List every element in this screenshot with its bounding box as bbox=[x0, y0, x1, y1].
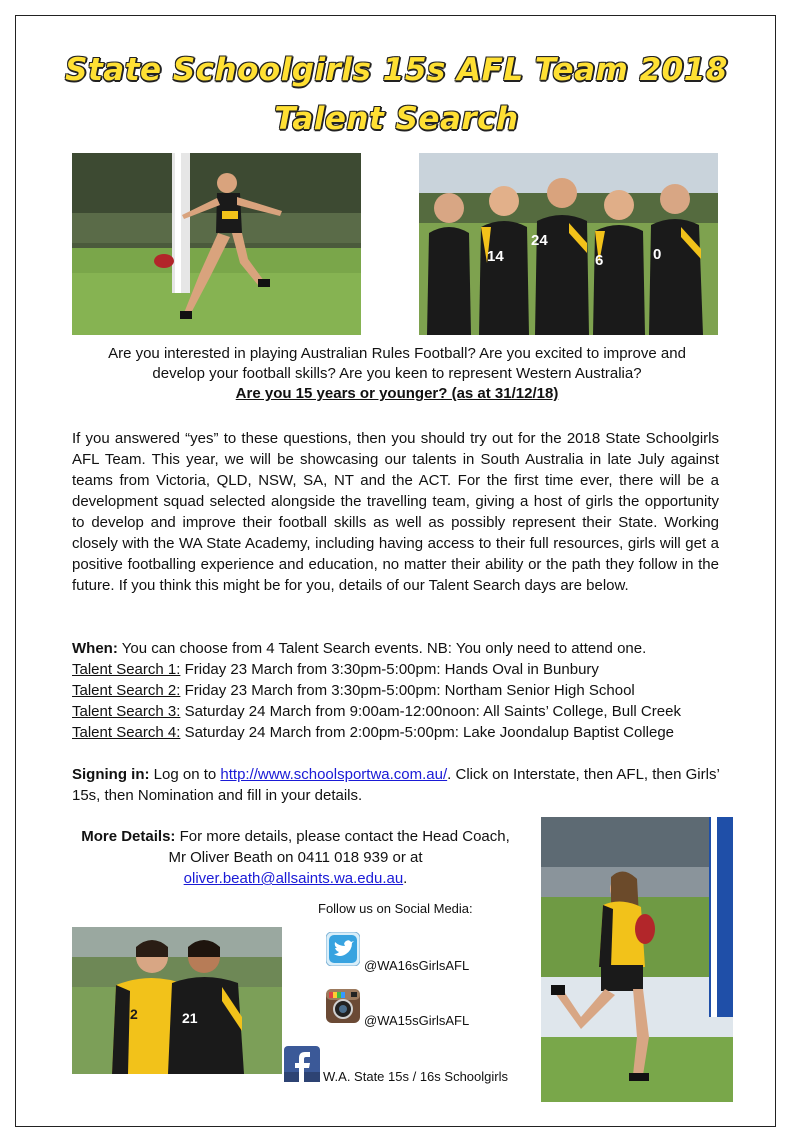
talent-search-detail: Friday 23 March from 3:30pm-5:00pm: Hands Oval in Bunbury bbox=[180, 661, 599, 678]
running-player-photo bbox=[541, 817, 733, 1102]
when-text: You can choose from 4 Talent Search events. NB: You only need to attend one. bbox=[117, 640, 647, 657]
when-row bbox=[72, 638, 732, 659]
intro-question-2: develop your football skills? Are you keen to represent Western Australia? bbox=[152, 365, 642, 382]
when-section bbox=[72, 638, 732, 743]
jersey-number: 0 bbox=[653, 246, 662, 263]
talent-search-detail: Saturday 24 March from 2:00pm-5:00pm: Lake Joondalup Baptist College bbox=[180, 724, 675, 741]
email-suffix: . bbox=[403, 870, 408, 887]
coach-email-link[interactable]: oliver.beath@allsaints.wa.edu.au bbox=[183, 870, 404, 887]
intro-block bbox=[72, 344, 722, 404]
details-line-1: For more details, please contact the Head Coach, bbox=[175, 828, 510, 845]
more-details-section bbox=[72, 826, 519, 889]
talent-search-detail: Friday 23 March from 3:30pm-5:00pm: Northam Senior High School bbox=[180, 682, 635, 699]
details-line-2: Mr Oliver Beath on 0411 018 939 or at bbox=[168, 849, 423, 866]
jersey-number: 21 bbox=[182, 1010, 198, 1026]
talent-search-label: Talent Search 4: bbox=[72, 724, 181, 741]
talent-search-row bbox=[72, 659, 732, 680]
intro-question-1: Are you interested in playing Australian Rules Football? Are you excited to improve and bbox=[108, 345, 686, 362]
instagram-handle[interactable]: @WA15sGirlsAFL bbox=[364, 1013, 470, 1028]
jersey-number: 6 bbox=[595, 252, 604, 269]
talent-search-row bbox=[72, 680, 732, 701]
page-subtitle: Talent Search bbox=[274, 101, 519, 137]
team-group-photo bbox=[419, 153, 718, 335]
page-title: State Schoolgirls 15s AFL Team 2018 bbox=[65, 52, 728, 88]
twitter-icon[interactable] bbox=[326, 932, 360, 966]
talent-search-label: Talent Search 2: bbox=[72, 682, 181, 699]
signin-section bbox=[72, 764, 722, 806]
age-question: Are you 15 years or younger? (as at 31/12/18) bbox=[235, 385, 559, 402]
jersey-number: 2 bbox=[130, 1006, 138, 1022]
body-paragraph: If you answered “yes” to these questions, then you should try out for the 2018 State Schoolgirls AFL Team. This year, we will be showcasing our talents in South Australia in late July against teams from Victoria, QLD, NSW, SA, NT and the ACT. For the first time ever, there will be a development squad selected alongside the travelling team, giving a host of girls the opportunity to develop and improve their football skills as well as possibly represent their State. Working closely with the WA State Academy, including having access to their full resources, girls will get a positive footballing experience and education, no matter their ability or the path they follow in the future. If you think this might be for you, details of our Talent Search days are below. bbox=[72, 430, 719, 594]
instagram-icon[interactable] bbox=[326, 989, 360, 1023]
two-players-photo bbox=[72, 927, 282, 1074]
twitter-handle[interactable]: @WA16sGirlsAFL bbox=[364, 958, 470, 973]
talent-search-row bbox=[72, 722, 732, 743]
talent-search-detail: Saturday 24 March from 9:00am-12:00noon: All Saints’ College, Bull Creek bbox=[180, 703, 681, 720]
talent-search-label: Talent Search 1: bbox=[72, 661, 181, 678]
signin-pre: Log on to bbox=[149, 766, 221, 783]
when-label: When: bbox=[72, 640, 118, 657]
jersey-number: 24 bbox=[531, 232, 548, 249]
signin-post: . Click on Interstate, then AFL, then Girls’ 15s, then Nomination and fill in your details. bbox=[72, 766, 720, 804]
facebook-page-name[interactable]: W.A. State 15s / 16s Schoolgirls bbox=[323, 1069, 508, 1084]
facebook-icon[interactable] bbox=[284, 1046, 320, 1082]
details-label: More Details: bbox=[81, 828, 176, 845]
talent-search-label: Talent Search 3: bbox=[72, 703, 181, 720]
jersey-number: 14 bbox=[487, 248, 504, 265]
kicking-player-photo bbox=[72, 153, 361, 335]
social-heading: Follow us on Social Media: bbox=[318, 901, 473, 916]
signin-label: Signing in: bbox=[72, 766, 150, 783]
schoolsport-link[interactable]: http://www.schoolsportwa.com.au/ bbox=[220, 766, 448, 783]
talent-search-row bbox=[72, 701, 732, 722]
